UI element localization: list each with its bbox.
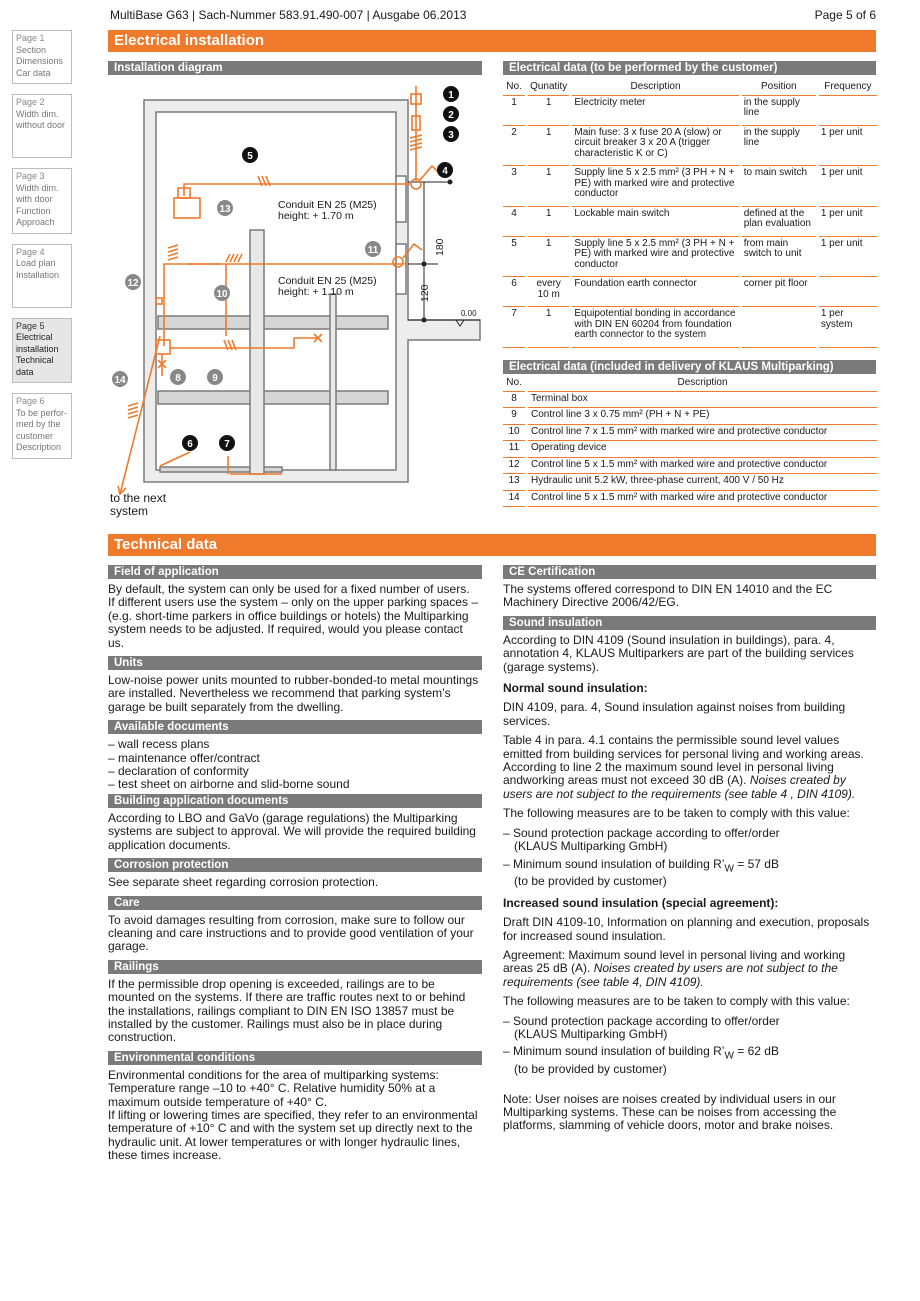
callout-7: 7 <box>224 439 230 450</box>
table-row <box>503 307 877 348</box>
cell: in the supply line <box>742 126 816 167</box>
klaus-table-wrap <box>500 376 880 507</box>
nav-item[interactable]: Approach <box>16 217 55 227</box>
cell: 1 per system <box>819 307 877 348</box>
cell: 1 <box>528 126 569 167</box>
cell: Lockable main switch <box>572 207 738 237</box>
list-line: (to be provided by customer) <box>514 874 667 889</box>
cell: 5 <box>503 237 525 278</box>
list-item <box>503 1045 876 1076</box>
nav-item[interactable]: Width dim. without door <box>16 108 66 130</box>
nav-item[interactable]: Installation <box>16 269 60 280</box>
list-item <box>503 827 876 854</box>
nav-page-3[interactable] <box>12 168 72 234</box>
increased-sound-note: Noises created by users are not subject to the requirements (see table 4, DIN 4109). <box>503 961 838 989</box>
increased-sound-heading: Increased sound insulation (special agreement): <box>503 895 779 910</box>
col-header: Description <box>572 80 738 96</box>
col-header: Qunatity <box>528 80 569 96</box>
table-row <box>503 441 877 458</box>
conduit-text: Conduit EN 25 (M25) <box>278 275 377 287</box>
cell: Operating device <box>528 441 877 458</box>
cell: to main switch <box>742 166 816 207</box>
table-row <box>503 207 877 237</box>
callout-11: 11 <box>367 245 379 256</box>
cell: 10 <box>503 425 525 442</box>
height-text: height: + 1.70 m <box>278 210 354 222</box>
normal-sound-heading: Normal sound insulation: <box>503 681 648 696</box>
increased-sound-text: Draft DIN 4109-10, Information on planning and execution, proposals for increased sound insulation. <box>503 915 870 943</box>
railings-title: Railings <box>108 960 482 974</box>
normal-sound-note: Noises created by users are not subject to the requirements (see table 4 , DIN 4109). <box>503 773 856 801</box>
nav-page-6[interactable] <box>12 393 72 459</box>
table-row <box>503 491 877 508</box>
col-header: Description <box>528 376 877 392</box>
list-text: – Minimum sound insulation of building R’ <box>503 856 725 871</box>
list-subscript: W <box>724 1050 734 1062</box>
cell: Electricity meter <box>572 96 738 126</box>
care-title: Care <box>108 896 482 910</box>
cell: Hydraulic unit 5.2 kW, three-phase current, 400 V / 50 Hz <box>528 474 877 491</box>
list-text: = 62 dB <box>733 1044 779 1059</box>
nav-page-4[interactable] <box>12 244 72 308</box>
nav-item[interactable]: Dimensions <box>16 56 64 66</box>
cell: Foundation earth connector <box>572 277 738 307</box>
cell: Control line 3 x 0.75 mm² (PH + N + PE) <box>528 408 877 425</box>
cell: 1 <box>528 166 569 207</box>
cell: Supply line 5 x 2.5 mm² (3 PH + N + PE) with marked wire and protective conductor <box>572 166 738 207</box>
list-text: = 57 dB <box>733 856 779 871</box>
nav-item[interactable]: Car data <box>16 67 51 78</box>
cell: Main fuse: 3 x fuse 20 A (slow) or circuit breaker 3 x 20 A (trigger characteristic K or C) <box>572 126 738 167</box>
sound-text: According to DIN 4109 (Sound insulation in buildings), para. 4, annotation 4, KLAUS Multiparkers are part of the building services (garage systems). <box>503 632 854 674</box>
nav-item[interactable]: Width dim. with door <box>16 182 59 204</box>
nav-page-label: Page 4 <box>16 246 45 257</box>
cell: in the supply line <box>742 96 816 126</box>
normal-sound-text: The following measures are to be taken to comply with this value: <box>503 806 850 821</box>
list-line <box>503 856 876 876</box>
table-row <box>503 392 877 409</box>
callout-5: 5 <box>247 151 253 162</box>
technical-left-column <box>108 563 482 1169</box>
table-row <box>503 237 877 278</box>
building-title: Building application documents <box>108 794 482 808</box>
care-text: To avoid damages resulting from corrosion, make sure to follow our cleaning and care instructions and to provide good ventilation of your garage. <box>108 912 474 954</box>
cell: 8 <box>503 392 525 409</box>
callout-4: 4 <box>442 166 448 177</box>
normal-sound-sentence: Table 4 in para. 4.1 contains the permissible sound level values emitted from building services for personal living and working areas. According to line 2 the maximum sound level in personal living andworking areas must not exceed 30 dB (A). <box>503 733 864 788</box>
cell: 1 per unit <box>819 207 877 237</box>
list-item <box>503 858 876 889</box>
document-reference: MultiBase G63 | Sach-Nummer 583.91.490-007 | Ausgabe 06.2013 <box>110 8 467 22</box>
cell: 7 <box>503 307 525 348</box>
cell: 14 <box>503 491 525 508</box>
nav-item[interactable]: To be perfor-med by the customer <box>16 407 68 441</box>
diagram-title: Installation diagram <box>108 61 482 75</box>
cell: from main switch to unit <box>742 237 816 278</box>
nav-item[interactable]: Description <box>16 442 62 452</box>
col-header: No. <box>503 376 525 392</box>
nav-page-label: Page 5 <box>16 320 45 331</box>
cell: Supply line 5 x 2.5 mm² (3 PH + N + PE) with marked wire and protective conductor <box>572 237 738 278</box>
cell: Terminal box <box>528 392 877 409</box>
col-header: No. <box>503 80 525 96</box>
field-text: By default, the system can only be used for a fixed number of users. <box>108 582 470 596</box>
cell: Control line 5 x 1.5 mm² with marked wire and protective conductor <box>528 491 877 508</box>
nav-page-label: Page 6 <box>16 396 45 406</box>
cell: 1 per unit <box>819 126 877 167</box>
units-text: Low-noise power units mounted to rubber-bonded-to metal mountings are installed. Nevertheless we recommend that parking system’s garage be built separately from the dwelling. <box>108 673 479 714</box>
nav-page-label: Page 3 <box>16 171 45 181</box>
normal-sound-text: DIN 4109, para. 4, Sound insulation against noises from building services. <box>503 700 846 728</box>
height-text: height: + 1.10 m <box>278 286 354 298</box>
next-system-line: system <box>110 504 149 518</box>
callout-1: 1 <box>448 90 454 101</box>
page-header <box>110 8 876 22</box>
callout-14: 14 <box>114 375 126 386</box>
cell: 1 per unit <box>819 166 877 207</box>
table-row <box>503 277 877 307</box>
nav-item[interactable]: Technical data <box>16 355 54 377</box>
normal-sound-text <box>503 734 876 801</box>
field-text: If different users use the system – only on the upper parking spaces – (e.g. short-time parkers in office buildings or hotels) the Multiparking system needs to be adjusted. If required, would you please contact us. <box>108 595 478 650</box>
callout-6: 6 <box>187 439 193 450</box>
callout-10: 10 <box>216 289 228 300</box>
cell: 13 <box>503 474 525 491</box>
table-row <box>503 96 877 126</box>
cell: 12 <box>503 458 525 475</box>
table-row <box>503 474 877 491</box>
list-item <box>503 1015 876 1042</box>
cell: defined at the plan evaluation <box>742 207 816 237</box>
callout-3: 3 <box>448 130 454 141</box>
callout-12: 12 <box>127 278 139 289</box>
environment-text: If lifting or lowering times are specified, they refer to an environmental temperature of +10° C and with the system set up directly next to the hydraulic unit. At lower temperatures or with longer hydraulic lines, these times increase. <box>108 1107 478 1163</box>
nav-page-2[interactable] <box>12 94 72 158</box>
list-line: – Sound protection package according to offer/order <box>503 825 780 840</box>
next-system-line: to the next <box>110 491 167 505</box>
cell <box>742 307 816 348</box>
klaus-table-title: Electrical data (included in delivery of KLAUS Multiparking) <box>503 360 876 374</box>
list-item: – wall recess plans <box>108 737 210 752</box>
dimension-180: 180 <box>434 238 446 256</box>
nav-page-label: Page 2 <box>16 97 45 107</box>
environment-text: Environmental conditions for the area of multiparking systems: Temperature range –10 to +40° C. Relative humidity 50% at a maximum outside temperature of +40° C. <box>108 1067 439 1109</box>
cell: Control line 5 x 1.5 mm² with marked wire and protective conductor <box>528 458 877 475</box>
cell <box>819 277 877 307</box>
callout-13: 13 <box>219 204 231 215</box>
note-text: Note: User noises are noises created by individual users in our Multiparking systems. These can be noises from accessing the platforms, slamming of vehicle doors, motor and brake noises. <box>503 1091 837 1133</box>
table-row <box>503 458 877 475</box>
callout-9: 9 <box>212 373 218 384</box>
table-header-row <box>503 376 877 392</box>
list-item: – test sheet on airborne and slid-borne sound <box>108 777 350 792</box>
sound-title: Sound insulation <box>503 616 876 630</box>
col-header: Frequency <box>819 80 877 96</box>
field-title: Field of application <box>108 565 482 579</box>
environment-title: Environmental conditions <box>108 1051 482 1065</box>
nav-item[interactable]: Load plan <box>16 258 56 268</box>
col-header: Position <box>742 80 816 96</box>
list-line: (KLAUS Multiparking GmbH) <box>514 839 668 854</box>
page-number: Page 5 of 6 <box>814 8 876 22</box>
callout-8: 8 <box>175 373 181 384</box>
ce-title: CE Certification <box>503 565 876 579</box>
cell: 6 <box>503 277 525 307</box>
technical-right-column <box>503 563 876 1139</box>
cell: 1 <box>503 96 525 126</box>
side-navigation <box>12 30 72 469</box>
list-line: (to be provided by customer) <box>514 1062 667 1077</box>
section-title-technical: Technical data <box>108 534 876 556</box>
nav-item[interactable]: Section <box>16 44 47 55</box>
cell: 1 <box>528 96 569 126</box>
conduit-text: Conduit EN 25 (M25) <box>278 199 377 211</box>
cell: 3 <box>503 166 525 207</box>
increased-sound-sentence: Agreement: Maximum sound level in personal living and working areas 25 dB (A). <box>503 947 846 976</box>
callout-2: 2 <box>448 110 454 121</box>
cell: corner pit floor <box>742 277 816 307</box>
level-zero: 0.00 <box>461 309 477 318</box>
customer-electrical-table <box>500 80 880 348</box>
units-title: Units <box>108 656 482 670</box>
next-system-label <box>110 492 166 518</box>
customer-table-wrap <box>500 80 880 348</box>
table-row <box>503 126 877 167</box>
cell: 4 <box>503 207 525 237</box>
cell: every 10 m <box>528 277 569 307</box>
ce-text: The systems offered correspond to DIN EN 14010 and the EC Machinery Directive 2006/42/EG. <box>503 582 833 610</box>
conduit-label-lower <box>278 276 377 298</box>
table-row <box>503 408 877 425</box>
conduit-label-upper <box>278 200 377 222</box>
cell <box>819 96 877 126</box>
nav-item[interactable]: Function <box>16 205 51 216</box>
nav-page-5[interactable] <box>12 318 72 384</box>
nav-page-1[interactable] <box>12 30 72 84</box>
increased-sound-text <box>503 949 876 989</box>
railings-text: If the permissible drop opening is exceeded, railings are to be mounted on the systems. If there are traffic routes next to or behind the installations, railings compliant to DIN EN ISO 13857 must be installed by the customer. Railings must also be in place during construction. <box>108 976 466 1045</box>
cell: 2 <box>503 126 525 167</box>
cell: 9 <box>503 408 525 425</box>
list-line: (KLAUS Multiparking GmbH) <box>514 1026 668 1041</box>
corrosion-title: Corrosion protection <box>108 858 482 872</box>
cell: 1 per unit <box>819 237 877 278</box>
docs-list <box>108 738 482 792</box>
customer-table-title: Electrical data (to be performed by the customer) <box>503 61 876 75</box>
table-row <box>503 425 877 442</box>
list-item: – declaration of conformity <box>108 764 249 779</box>
list-line <box>503 1044 876 1063</box>
section-title-electrical: Electrical installation <box>108 30 876 52</box>
list-item: – maintenance offer/contract <box>108 750 260 765</box>
klaus-electrical-table <box>500 376 880 507</box>
list-subscript: W <box>724 862 734 874</box>
diagram-drawing <box>108 76 488 522</box>
cell: 1 <box>528 237 569 278</box>
nav-item[interactable]: Electrical installation <box>16 332 59 354</box>
table-row <box>503 166 877 207</box>
list-text: – Minimum sound insulation of building R’ <box>503 1044 725 1059</box>
dimension-120: 120 <box>419 284 431 302</box>
cell: Control line 7 x 1.5 mm² with marked wire and protective conductor <box>528 425 877 442</box>
installation-diagram <box>108 76 488 522</box>
list-line: – Sound protection package according to offer/order <box>503 1013 780 1028</box>
building-text: According to LBO and GaVo (garage regulations) the Multiparking systems are subject to approval. We will provide the required building application documents. <box>108 810 476 852</box>
table-header-row <box>503 80 877 96</box>
cell: 11 <box>503 441 525 458</box>
cell: 1 <box>528 207 569 237</box>
increased-sound-text: The following measures are to be taken to comply with this value: <box>503 994 850 1009</box>
cell: 1 <box>528 307 569 348</box>
corrosion-text: See separate sheet regarding corrosion protection. <box>108 875 379 890</box>
nav-page-label: Page 1 <box>16 33 45 43</box>
cell: Equipotential bonding in accordance with DIN EN 60204 from foundation earth connector to the system <box>572 307 738 348</box>
docs-title: Available documents <box>108 720 482 734</box>
